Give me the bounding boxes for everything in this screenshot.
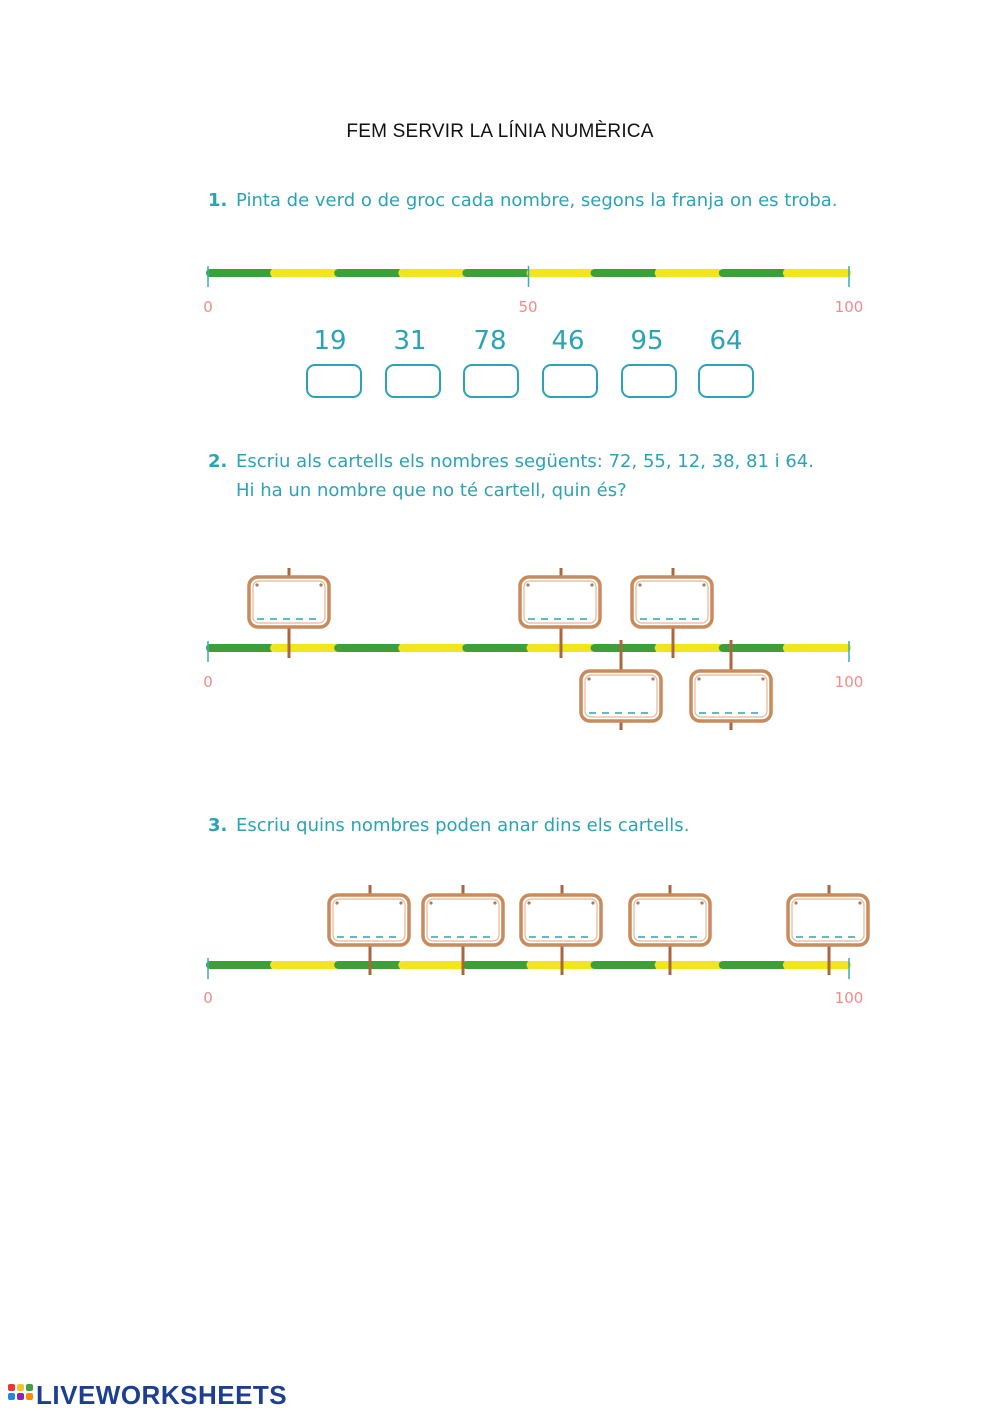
number-label: 46 bbox=[551, 326, 585, 356]
sign-nail bbox=[794, 901, 797, 904]
liveworksheets-logo bbox=[8, 1380, 287, 1410]
number-line-2 bbox=[208, 641, 849, 662]
sign-nail bbox=[761, 677, 764, 680]
sign-nail bbox=[636, 901, 639, 904]
sign-nail bbox=[527, 901, 530, 904]
exercise-1-text: Pinta de verd o de groc cada nombre, segons la franja on es troba. bbox=[236, 190, 838, 211]
tick-label-100: 100 bbox=[834, 989, 864, 1007]
sign-nail bbox=[651, 677, 654, 680]
exercise-3-number: 3. bbox=[208, 815, 228, 836]
tick-label-100: 100 bbox=[834, 298, 864, 316]
tick-label-0: 0 bbox=[203, 298, 213, 316]
sign-nail bbox=[591, 901, 594, 904]
sign-nail bbox=[700, 901, 703, 904]
sign-nail bbox=[587, 677, 590, 680]
number-line-3 bbox=[208, 958, 849, 979]
exercise-3-text: Escriu quins nombres poden anar dins els cartells. bbox=[236, 815, 690, 836]
sign-nail bbox=[526, 583, 529, 586]
sign-nail bbox=[638, 583, 641, 586]
number-label: 78 bbox=[473, 326, 507, 356]
sign-nail bbox=[255, 583, 258, 586]
tick-label-50: 50 bbox=[518, 298, 538, 316]
sign-nail bbox=[858, 901, 861, 904]
tick-label-0: 0 bbox=[203, 673, 213, 691]
sign-nail bbox=[319, 583, 322, 586]
logo-mark-icon bbox=[8, 1382, 34, 1408]
exercise-2-text-line1: Escriu als cartells els nombres següents: 72, 55, 12, 38, 81 i 64. bbox=[236, 451, 814, 472]
exercise-1-number: 1. bbox=[208, 190, 228, 211]
sign-nail bbox=[429, 901, 432, 904]
exercise-2-text-line2: Hi ha un nombre que no té cartell, quin és? bbox=[236, 480, 627, 501]
sign-nail bbox=[335, 901, 338, 904]
exercise-2-number: 2. bbox=[208, 451, 228, 472]
number-line-1 bbox=[208, 266, 849, 287]
number-label: 95 bbox=[630, 326, 664, 356]
page-title: FEM SERVIR LA LÍNIA NUMÈRICA bbox=[346, 121, 654, 142]
sign-nail bbox=[697, 677, 700, 680]
logo-text: LIVEWORKSHEETS bbox=[36, 1379, 288, 1410]
tick-label-100: 100 bbox=[834, 673, 864, 691]
sign-nail bbox=[493, 901, 496, 904]
number-label: 19 bbox=[313, 326, 347, 356]
tick-label-0: 0 bbox=[203, 989, 213, 1007]
sign-nail bbox=[702, 583, 705, 586]
sign-nail bbox=[590, 583, 593, 586]
sign-nail bbox=[399, 901, 402, 904]
signs-layer bbox=[249, 568, 868, 975]
number-label: 31 bbox=[393, 326, 427, 356]
number-label: 64 bbox=[709, 326, 743, 356]
